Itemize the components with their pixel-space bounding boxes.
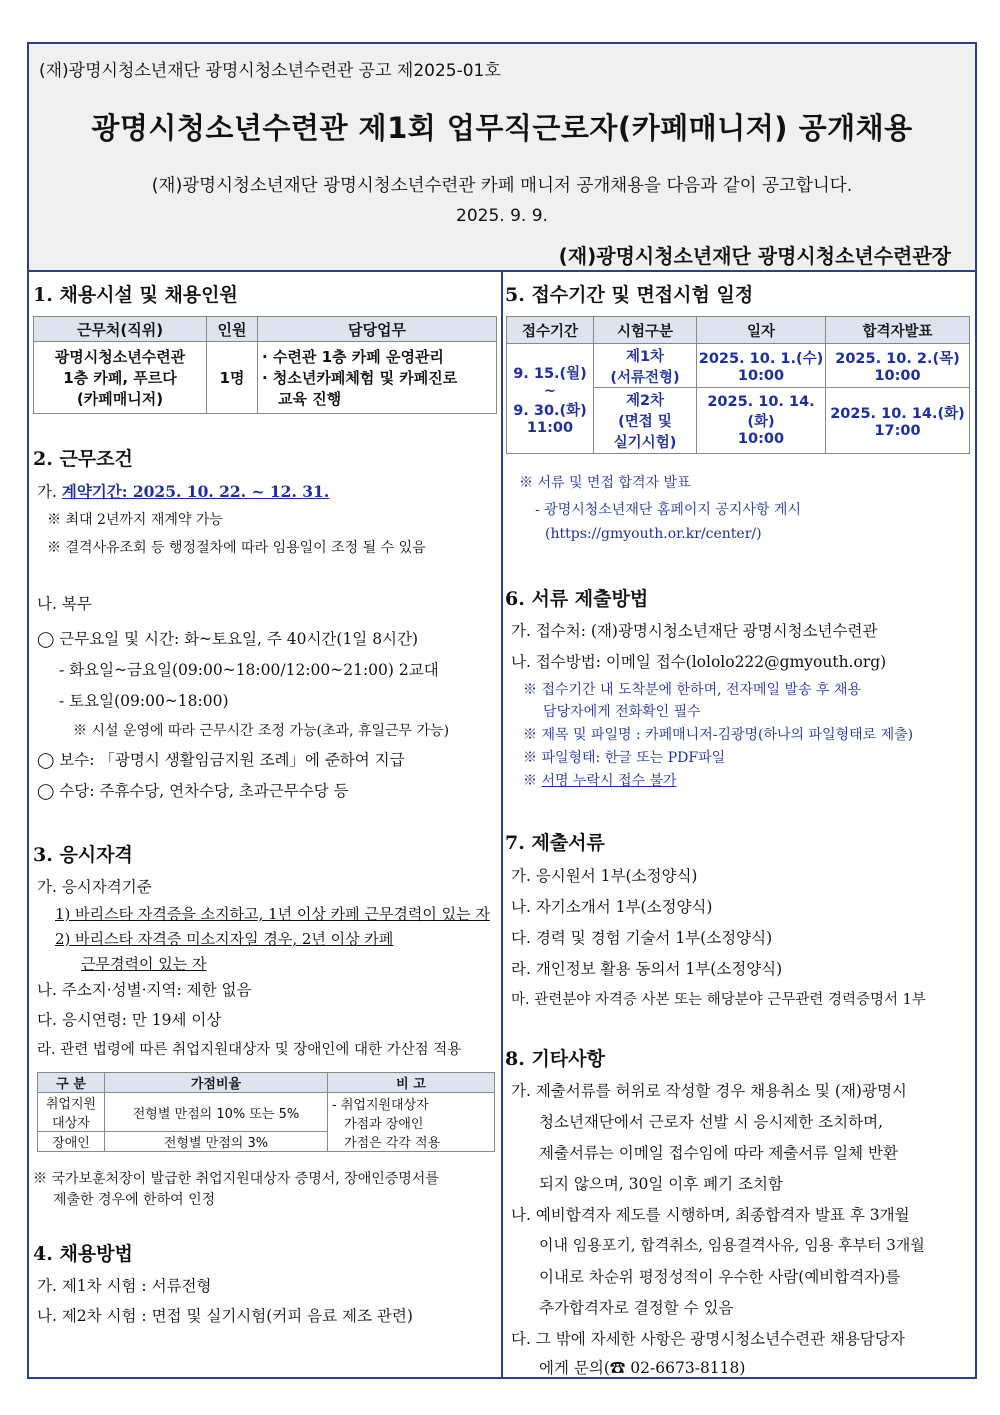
th-duties: 담당업무 bbox=[258, 317, 497, 342]
qual-title: 가. 응시자격기준 bbox=[37, 878, 152, 896]
td-count: 1명 bbox=[207, 342, 258, 414]
section-1-title: 1. 채용시설 및 채용인원 bbox=[33, 284, 238, 306]
td-r1-result: 2025. 10. 2.(목) 10:00 bbox=[826, 344, 970, 388]
notice-title: 광명시청소년수련관 제1회 업무직근로자(카페매니저) 공개채용 bbox=[91, 111, 913, 145]
work-hours: ◯ 근무요일 및 시간: 화~토요일, 주 40시간(1일 8시간) bbox=[37, 630, 419, 648]
etc-line: 되지 않으며, 30일 이후 폐기 조치함 bbox=[539, 1175, 783, 1193]
section-2-title: 2. 근무조건 bbox=[33, 448, 133, 470]
staffing-table bbox=[33, 316, 497, 414]
submit-note-4: ※ 서명 누락시 접수 불가 bbox=[523, 773, 677, 789]
section-7-title: 7. 제출서류 bbox=[505, 832, 605, 854]
submit-note-2: ※ 제목 및 파일명 : 카페매니저-김광명(하나의 파일형태로 제출) bbox=[523, 727, 914, 743]
td-r2-result: 2025. 10. 14.(화) 17:00 bbox=[826, 388, 970, 454]
th-count: 인원 bbox=[207, 317, 258, 342]
schedule-table bbox=[506, 316, 970, 454]
renewal-note: ※ 최대 2년까지 재계약 가능 bbox=[47, 512, 223, 528]
td-row1-ratio: 전형별 만점의 10% 또는 5% bbox=[105, 1093, 328, 1132]
result-board: - 광명시청소년재단 홈페이지 공지사항 게시 bbox=[535, 502, 801, 518]
etc-line: 가. 제출서류를 허위로 작성할 경우 채용취소 및 (재)광명시 bbox=[511, 1082, 907, 1100]
doc-item: 나. 자기소개서 1부(소정양식) bbox=[511, 898, 713, 916]
submit-note-3: ※ 파일형태: 한글 또는 PDF파일 bbox=[523, 750, 726, 766]
doc-item: 가. 응시원서 1부(소정양식) bbox=[511, 867, 698, 885]
qual-2b: 근무경력이 있는 자 bbox=[81, 955, 207, 973]
bonus-foot-2: 제출한 경우에 한하여 인정 bbox=[53, 1192, 216, 1208]
submit-method: 나. 접수방법: 이메일 접수(lololo222@gmyouth.org) bbox=[511, 653, 887, 671]
doc-item: 라. 개인정보 활용 동의서 1부(소정양식) bbox=[511, 960, 783, 978]
etc-line: 청소년재단에서 근로자 선발 시 응시제한 조치하며, bbox=[539, 1113, 883, 1131]
etc-line: 나. 예비합격자 제도를 시행하며, 최종합격자 발표 후 3개월 bbox=[511, 1206, 910, 1224]
notice-frame bbox=[27, 42, 977, 1379]
th-period: 접수기간 bbox=[507, 317, 594, 344]
td-r1-date: 2025. 10. 1.(수) 10:00 bbox=[697, 344, 826, 388]
td-r1-type: 제1차 (서류전형) bbox=[594, 344, 697, 388]
td-remark: - 취업지원대상자 가점과 장애인 가점은 각각 적용 bbox=[328, 1093, 495, 1152]
qual-bonus: 라. 관련 법령에 따른 취업지원대상자 및 장애인에 대한 가산점 적용 bbox=[37, 1042, 462, 1058]
qual-2: 2) 바리스타 자격증 미소지자일 경우, 2년 이상 카페 bbox=[55, 930, 394, 948]
section-6-title: 6. 서류 제출방법 bbox=[505, 588, 649, 610]
section-3-title: 3. 응시자격 bbox=[33, 844, 133, 866]
etc-line: 이내로 차순위 평정성적이 우수한 사람(예비합격자)를 bbox=[539, 1268, 901, 1286]
section-4-title: 4. 채용방법 bbox=[33, 1243, 133, 1265]
td-duties: · 수련관 1층 카페 운영관리 · 청소년카페체험 및 카페진로 교육 진행 bbox=[258, 342, 497, 414]
notice-header bbox=[29, 44, 975, 272]
etc-line: 다. 그 밖에 자세한 사항은 광명시청소년수련관 채용담당자 bbox=[511, 1330, 905, 1348]
td-r2-date: 2025. 10. 14.(화) 10:00 bbox=[697, 388, 826, 454]
th-category: 구 분 bbox=[38, 1073, 105, 1093]
contract-period: 가. 계약기간: 2025. 10. 22. ~ 12. 31. bbox=[37, 482, 330, 501]
weekday-hours: - 화요일~금요일(09:00~18:00/12:00~21:00) 2교대 bbox=[59, 661, 439, 679]
doc-item: 다. 경력 및 경험 기술서 1부(소정양식) bbox=[511, 929, 773, 947]
td-row1-label: 취업지원 대상자 bbox=[38, 1093, 105, 1132]
bonus-foot-1: ※ 국가보훈처장이 발급한 취업지원대상자 증명서, 장애인증명서를 bbox=[33, 1171, 439, 1187]
contact-line: 에게 문의(☎ 02-6673-8118) bbox=[539, 1359, 746, 1377]
saturday-hours: - 토요일(09:00~18:00) bbox=[59, 692, 229, 710]
th-date: 일자 bbox=[697, 317, 826, 344]
qual-address: 나. 주소지·성별·지역: 제한 없음 bbox=[37, 981, 252, 999]
salary: ◯ 보수: 「광명시 생활임금지원 조례」에 준하여 지급 bbox=[37, 751, 405, 769]
th-result: 합격자발표 bbox=[826, 317, 970, 344]
section-8-title: 8. 기타사항 bbox=[505, 1048, 605, 1070]
method-2: 나. 제2차 시험 : 면접 및 실기시험(커피 음료 제조 관련) bbox=[37, 1307, 413, 1325]
qual-age: 다. 응시연령: 만 19세 이상 bbox=[37, 1011, 222, 1029]
etc-line: 추가합격자로 결정할 수 있음 bbox=[539, 1299, 734, 1317]
method-1: 가. 제1차 시험 : 서류전형 bbox=[37, 1277, 212, 1295]
notice-org: (재)광명시청소년재단 광명시청소년수련관장 bbox=[558, 244, 951, 268]
td-period: 9. 15.(월) ~ 9. 30.(화) 11:00 bbox=[507, 344, 594, 454]
section-5-title: 5. 접수기간 및 면접시험 일정 bbox=[505, 284, 754, 306]
qual-1: 1) 바리스타 자격증을 소지하고, 1년 이상 카페 근무경력이 있는 자 bbox=[55, 905, 490, 923]
th-type: 시험구분 bbox=[594, 317, 697, 344]
service-title: 나. 복무 bbox=[37, 595, 92, 613]
td-r2-type: 제2차 (면접 및 실기시험) bbox=[594, 388, 697, 454]
etc-line: 제출서류는 이메일 접수임에 따라 제출서류 일체 반환 bbox=[539, 1144, 898, 1162]
schedule-note: ※ 결격사유조회 등 행정절차에 따라 임용일이 조정 될 수 있음 bbox=[47, 540, 426, 556]
td-place: 광명시청소년수련관 1층 카페, 푸르다 (카페매니저) bbox=[34, 342, 207, 414]
etc-line: 이내 임용포기, 합격취소, 임용결격사유, 임용 후부터 3개월 bbox=[539, 1236, 925, 1254]
submit-place: 가. 접수처: (재)광명시청소년재단 광명시청소년수련관 bbox=[511, 622, 878, 640]
notice-date: 2025. 9. 9. bbox=[456, 206, 548, 226]
th-ratio: 가점비율 bbox=[105, 1073, 328, 1093]
doc-item: 마. 관련분야 자격증 사본 또는 해당분야 근무관련 경력증명서 1부 bbox=[511, 992, 926, 1008]
submit-note-1b: 담당자에게 전화확인 필수 bbox=[543, 704, 701, 720]
notice-number: (재)광명시청소년재단 광명시청소년수련관 공고 제2025-01호 bbox=[39, 61, 501, 81]
hours-note: ※ 시설 운영에 따라 근무시간 조정 가능(초과, 휴일근무 가능) bbox=[73, 723, 450, 739]
bonus-table bbox=[37, 1072, 495, 1152]
td-row2-label: 장애인 bbox=[38, 1132, 105, 1152]
td-row2-ratio: 전형별 만점의 3% bbox=[105, 1132, 328, 1152]
submit-note-1: ※ 접수기간 내 도착분에 한하며, 전자메일 발송 후 채용 bbox=[523, 682, 862, 698]
notice-subtitle: (재)광명시청소년재단 광명시청소년수련관 카페 매니저 공개채용을 다음과 같이 공고합니다. bbox=[151, 176, 853, 196]
result-note: ※ 서류 및 면접 합격자 발표 bbox=[519, 475, 691, 491]
th-place: 근무처(직위) bbox=[34, 317, 207, 342]
allowance: ◯ 수당: 주휴수당, 연차수당, 초과근무수당 등 bbox=[37, 782, 349, 800]
th-remark: 비 고 bbox=[328, 1073, 495, 1093]
homepage-link[interactable]: (https://gmyouth.or.kr/center/) bbox=[545, 526, 762, 542]
column-divider bbox=[501, 270, 503, 1377]
